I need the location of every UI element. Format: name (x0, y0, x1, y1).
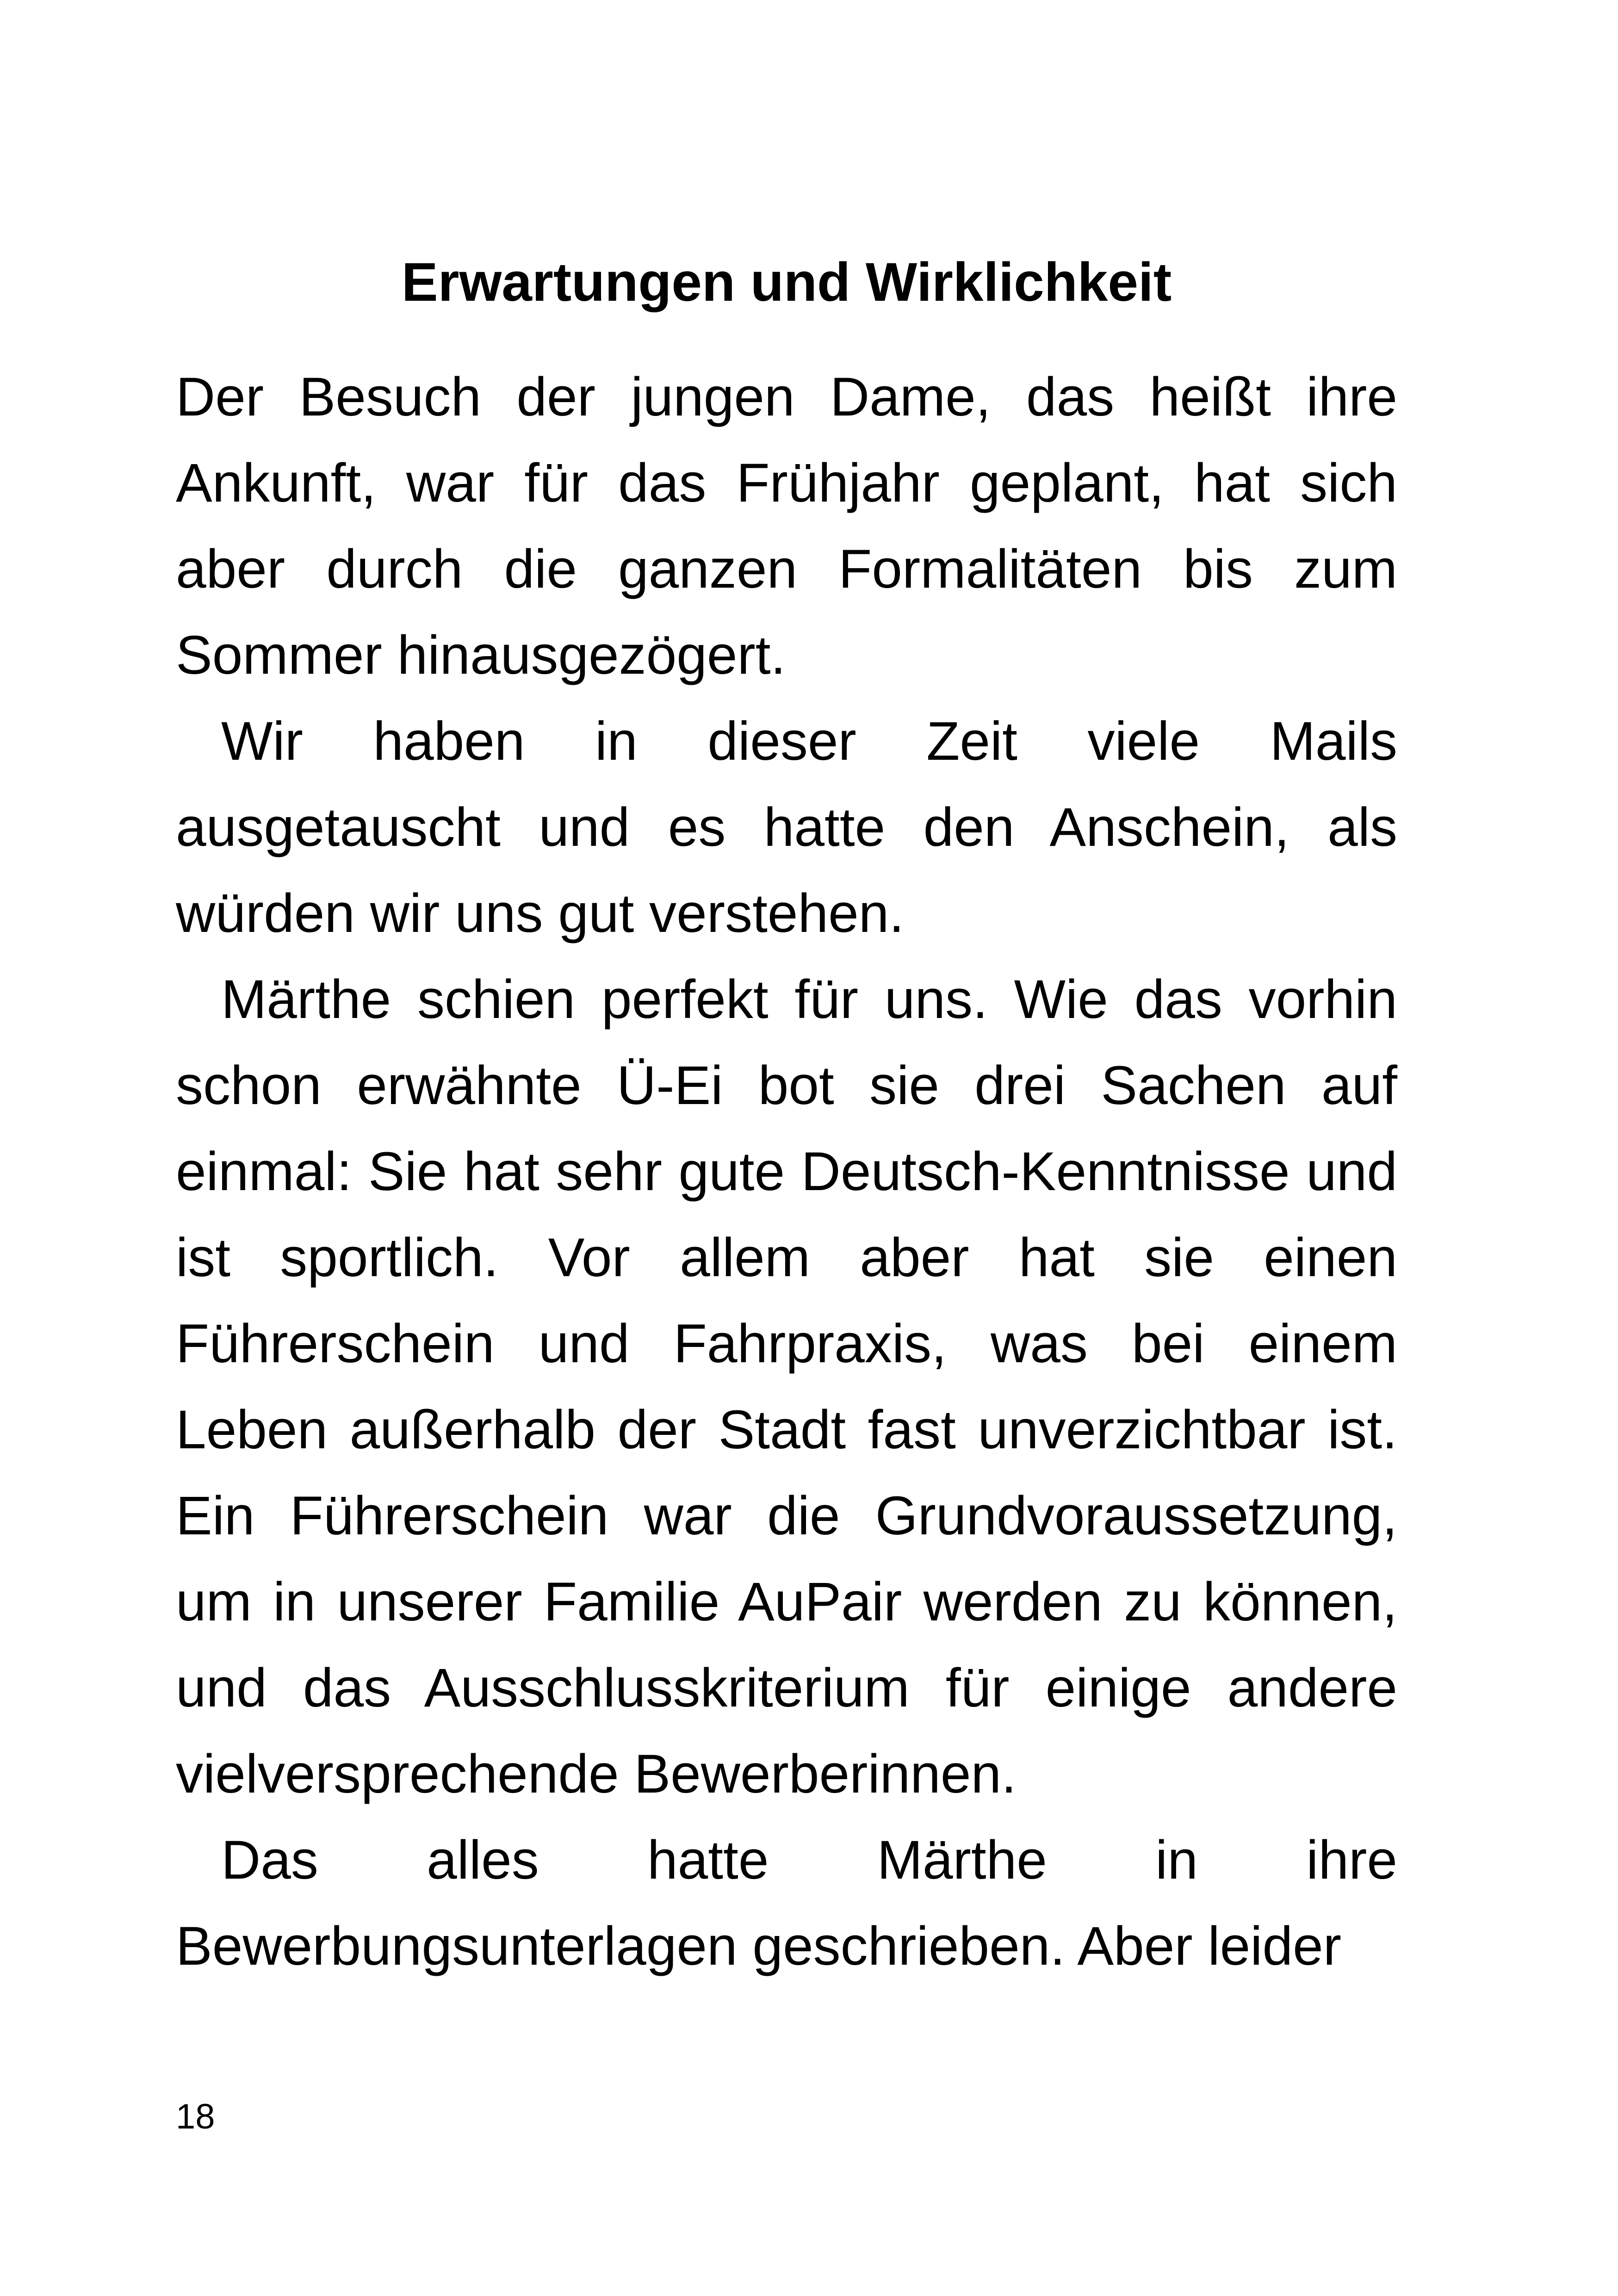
chapter-title: Erwartungen und Wirklichkeit (401, 252, 1172, 313)
page-number: 18 (176, 2097, 215, 2136)
chapter-body (176, 354, 1397, 1989)
paragraph: Der Besuch der jungen Dame, das heißt ihre Ankunft, war für das Frühjahr geplant, hat sich aber durch die ganzen Formalitäten bis zum Sommer hinausgezögert. (176, 366, 1397, 686)
paragraph: Wir haben in dieser Zeit viele Mails ausgetauscht und es hatte den Anschein, als würden wir uns gut verstehen. (176, 711, 1397, 944)
paragraph: Märthe schien perfekt für uns. Wie das vorhin schon erwähnte Ü-Ei bot sie drei Sachen auf einmal: Sie hat sehr gute Deutsch-Kenntnisse und ist sportlich. Vor allem aber hat sie einen Führerschein und Fahrpraxis, was bei einem Leben außerhalb der Stadt fast unverzichtbar ist. Ein Führerschein war die Grundvoraussetzung, um in unserer Familie AuPair werden zu können, und das Ausschlusskriterium für einige andere vielversprechende Bewerberinnen. (176, 969, 1397, 1805)
paragraph: Das alles hatte Märthe in ihre Bewerbungsunterlagen geschrieben. Aber leider (176, 1830, 1397, 1977)
